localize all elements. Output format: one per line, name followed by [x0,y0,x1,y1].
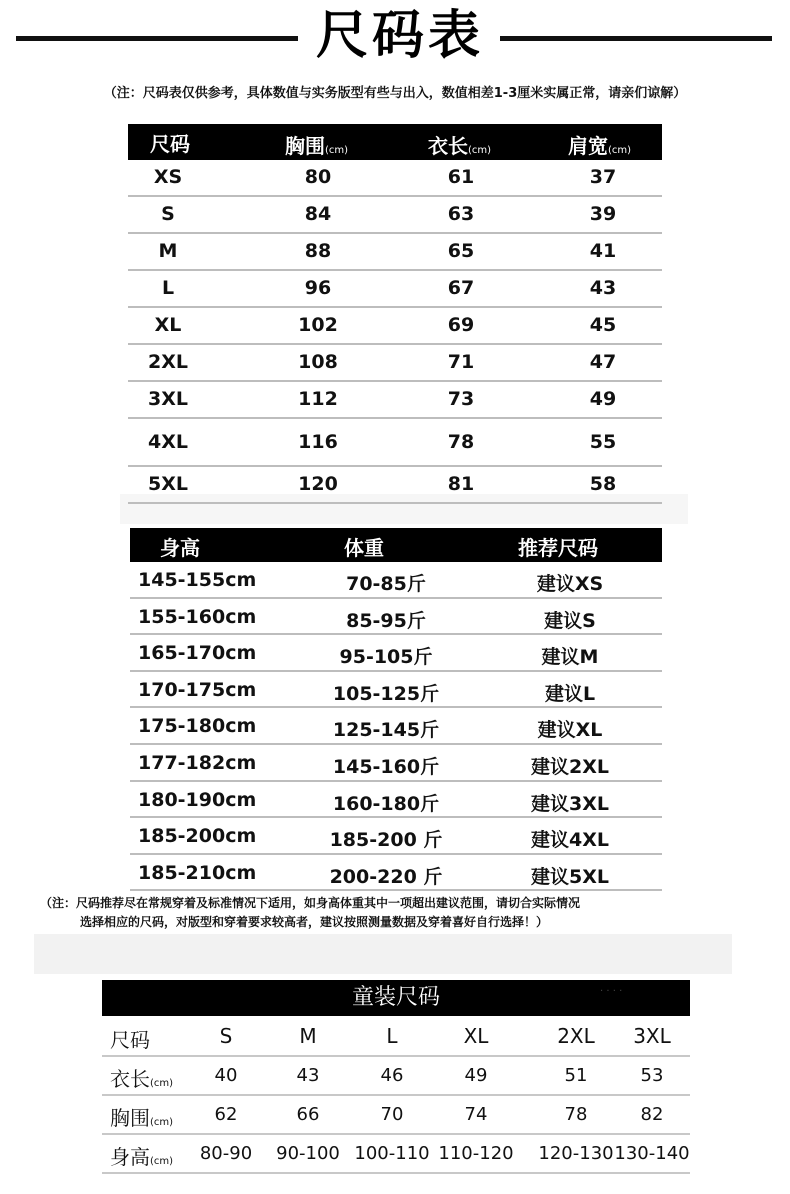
cell-chest: 84 [304,203,332,225]
header-chest-unit: (cm) [325,145,349,156]
cell-size: L [161,277,175,299]
kids-row-unit: (cm) [150,1117,174,1128]
table-row [130,562,662,599]
kids-cell: 100-110 [354,1143,430,1164]
recommend-table-body [130,562,662,891]
cell-weight: 105-125斤 [332,682,440,705]
cell-size: XL [154,314,182,336]
title-divider-left [16,36,298,41]
cell-shoulder: 41 [589,240,617,262]
kids-size-m: M [299,1024,317,1048]
header-length [428,130,491,159]
kids-size-xl: XL [463,1024,489,1048]
recommend-table-header [130,528,662,562]
cell-size: 建议XS [536,573,604,595]
cell-height: 155-160cm [138,605,257,628]
kids-size-s: S [219,1024,233,1048]
kids-size-table [102,1018,690,1174]
table-row [130,708,662,745]
cell-shoulder: 55 [589,431,617,453]
cell-chest: 116 [298,431,338,453]
cell-shoulder: 45 [589,314,617,336]
header-shoulder-label: 肩宽 [568,134,608,158]
header-height: 身高 [160,536,200,560]
kids-cell: 74 [464,1104,488,1125]
cell-chest: 96 [304,277,332,299]
kids-cell: 82 [640,1104,664,1125]
table-row [130,745,662,782]
cell-size: XS [153,166,183,188]
cell-size: M [158,240,178,262]
cell-height: 180-190cm [138,788,257,811]
kids-row-label-text: 衣长 [110,1067,150,1091]
header-weight: 体重 [344,536,384,560]
kids-cell: 62 [214,1104,238,1125]
cell-height: 165-170cm [138,642,257,665]
cell-weight: 160-180斤 [332,792,440,815]
table-row [128,234,662,271]
table-row [128,419,662,467]
decorative-dots: · · · · [600,986,623,997]
kids-cell: 40 [214,1065,238,1086]
cell-length: 61 [447,166,475,188]
recommend-size-table [130,528,662,891]
kids-cell: 120-130 [538,1143,614,1164]
header-recommend-size: 推荐尺码 [518,536,598,560]
table-row [128,345,662,382]
table-row [128,308,662,345]
note-bottom [40,894,740,932]
kids-row-label [110,1102,173,1131]
table-row [130,782,662,819]
cell-size: 建议4XL [531,829,609,852]
cell-height: 185-210cm [138,861,257,884]
cell-length: 73 [447,388,475,410]
kids-cell: 80-90 [199,1143,253,1164]
cell-size: 5XL [148,473,188,495]
table-row [128,382,662,419]
note-bottom-line1: （注：尺码推荐尽在常规穿着及标准情况下适用，如身高体重其中一项超出建议范围，请切合实际情况 [40,896,581,910]
cell-size: 建议2XL [531,755,609,778]
kids-cell: 53 [640,1065,664,1086]
header-shoulder [568,130,631,159]
cell-length: 69 [447,314,475,336]
cell-height: 145-155cm [138,569,257,591]
cell-shoulder: 43 [589,277,617,299]
cell-shoulder: 58 [589,473,617,495]
kids-cell: 90-100 [276,1143,340,1164]
cell-length: 65 [447,240,475,262]
cell-length: 81 [447,473,475,495]
cell-size: 3XL [148,388,188,410]
cell-weight: 70-85斤 [346,573,426,595]
kids-table-body [102,1057,690,1174]
header-size: 尺码 [150,132,190,156]
header-length-unit: (cm) [468,145,492,156]
cell-weight: 95-105斤 [339,646,433,669]
kids-table-size-row [102,1018,690,1057]
cell-size: 建议5XL [531,865,609,888]
kids-row-label-text: 胸围 [110,1106,150,1130]
kids-cell: 78 [564,1104,588,1125]
cell-chest: 120 [298,473,338,495]
cell-size: 建议S [544,609,596,632]
kids-table-title: 童装尺码 [102,980,690,1016]
cell-length: 71 [447,351,475,373]
cell-chest: 108 [298,351,338,373]
kids-size-l: L [386,1024,398,1048]
cell-length: 67 [447,277,475,299]
cell-chest: 88 [304,240,332,262]
cell-height: 185-200cm [138,825,257,848]
kids-cell: 70 [380,1104,404,1125]
table-row [130,818,662,855]
kids-size-2xl: 2XL [557,1024,595,1048]
kids-size-label: 尺码 [110,1028,150,1052]
cell-chest: 112 [298,388,338,410]
table-row [102,1057,690,1096]
cell-shoulder: 37 [589,166,617,188]
table-row [128,467,662,504]
note-bottom-line2: 选择相应的尺码，对版型和穿着要求较高者，建议按照测量数据及穿着喜好自行选择！） [80,915,549,929]
cell-size: 建议L [544,682,596,705]
page-title: 尺码表 [315,6,484,66]
cell-chest: 102 [298,314,338,336]
kids-cell: 43 [296,1065,320,1086]
cell-size: 2XL [148,351,188,373]
cell-height: 177-182cm [138,751,257,774]
cell-shoulder: 49 [589,388,617,410]
kids-row-label [110,1063,173,1092]
table-row [130,672,662,709]
adult-table-body [128,160,662,504]
cell-size: 4XL [148,431,188,453]
header-length-label: 衣长 [428,134,468,158]
adult-size-table [128,124,662,504]
header-chest [285,130,348,159]
kids-cell: 130-140 [614,1143,690,1164]
cell-length: 78 [447,431,475,453]
cell-size: 建议XL [537,719,603,742]
kids-row-unit: (cm) [150,1156,174,1167]
kids-row-label [110,1141,173,1170]
cell-weight: 145-160斤 [332,755,440,778]
header-chest-label: 胸围 [285,134,325,158]
kids-row-label-text: 身高 [110,1145,150,1169]
cell-weight: 185-200 斤 [329,829,443,852]
cell-shoulder: 39 [589,203,617,225]
table-row [128,271,662,308]
table-row [128,160,662,197]
cell-size: S [161,203,175,225]
note-top: （注：尺码表仅供参考，具体数值与实务版型有些与出入，数值相差1-3厘米实属正常，请亲们谅解） [103,86,687,101]
kids-row-unit: (cm) [150,1078,174,1089]
cell-height: 175-180cm [138,715,257,738]
kids-cell: 66 [296,1104,320,1125]
table-row [128,197,662,234]
cell-size: 建议M [541,646,599,669]
title-row [0,0,790,80]
kids-cell: 110-120 [438,1143,514,1164]
adult-table-header [128,124,662,160]
kids-cell: 49 [464,1065,488,1086]
table-row [130,635,662,672]
table-row [102,1135,690,1174]
header-shoulder-unit: (cm) [608,145,632,156]
cell-height: 170-175cm [138,678,257,701]
cell-length: 63 [447,203,475,225]
separator-band [34,934,732,974]
cell-shoulder: 47 [589,351,617,373]
cell-weight: 125-145斤 [332,719,440,742]
cell-size: 建议3XL [531,792,609,815]
table-row [130,855,662,892]
table-row [130,599,662,636]
title-divider-right [500,36,772,41]
kids-size-3xl: 3XL [633,1024,671,1048]
cell-weight: 85-95斤 [346,609,426,632]
cell-weight: 200-220 斤 [329,865,443,888]
table-row [102,1096,690,1135]
kids-cell: 51 [564,1065,588,1086]
cell-chest: 80 [304,166,332,188]
kids-cell: 46 [380,1065,404,1086]
